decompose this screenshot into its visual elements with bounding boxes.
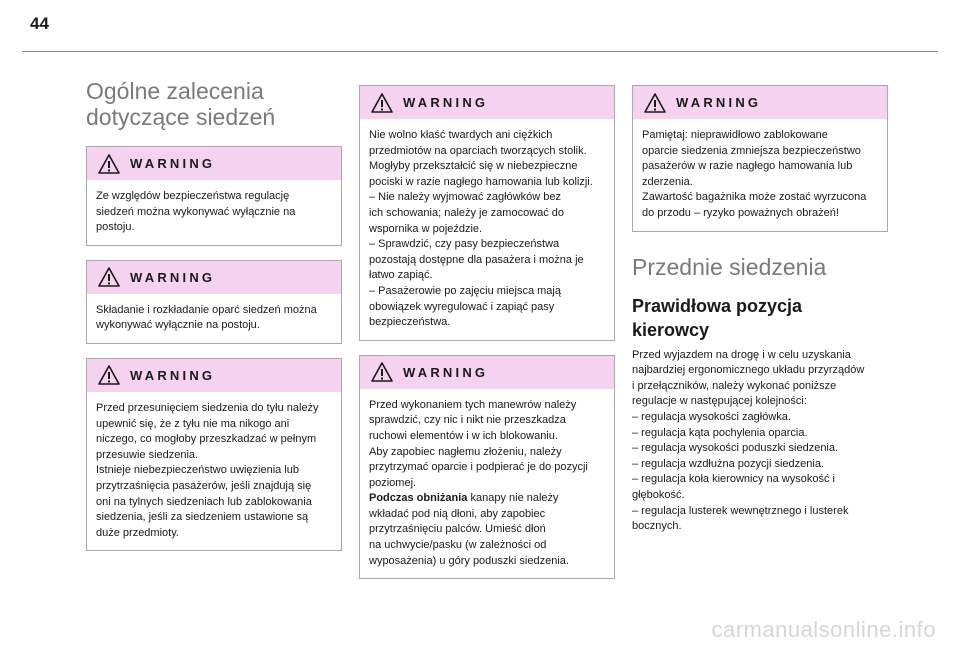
warning-box	[86, 260, 342, 344]
warning-label: WARNING	[130, 367, 216, 383]
text-line: postoju.	[96, 221, 135, 234]
bold-lead: Podczas obniżania	[369, 492, 468, 505]
warning-text	[87, 294, 341, 343]
text-line: Pamiętaj: nieprawidłowo zablokowane	[642, 129, 828, 141]
text-line: pociski w razie nagłego hamowania lub kolizji.	[369, 175, 593, 188]
column-2	[359, 85, 615, 593]
col1-warnings	[86, 146, 342, 551]
warning-box	[359, 355, 615, 580]
text-line: przytrzaśnięciu palców. Umieść dłoń	[369, 523, 546, 536]
text-line: – regulacja koła kierownicy na wysokość i	[632, 473, 835, 486]
warning-triangle-icon	[371, 362, 393, 382]
text-line: niczego, co mogłoby przeszkadzać w pełnym	[96, 433, 317, 446]
text-line: Zawartość bagażnika może zostać wyrzucona	[642, 191, 867, 204]
text-after-bold: kanapy nie należy	[467, 492, 559, 505]
text-line: na uchwycie/pasku (w zależności od	[369, 539, 547, 552]
warning-box	[86, 146, 342, 246]
warning-box	[359, 85, 615, 341]
warning-text	[87, 180, 341, 245]
text-line	[369, 491, 605, 507]
text-line: Ze względów bezpieczeństwa regulację	[96, 190, 290, 202]
text-line: Przed przesunięciem siedzenia do tyłu należy	[96, 401, 319, 414]
warning-triangle-icon	[644, 93, 666, 113]
text-line: oparcie siedzenia zmniejsza bezpieczeństwo	[642, 144, 861, 157]
warning-label: WARNING	[130, 269, 216, 285]
text-line: oni na tylnych siedzeniach lub zablokowania	[96, 495, 312, 508]
warning-triangle-icon	[98, 365, 120, 385]
text-line: przedmiotów na oparciach tworzących stolik.	[369, 144, 587, 157]
watermark: carmanualsonline.info	[711, 617, 936, 642]
text-line: pozostają dostępne dla pasażera i można je	[369, 253, 584, 266]
text-line: i przełączników, należy wykonać poniższe	[632, 379, 837, 392]
warning-label: WARNING	[403, 95, 489, 110]
text-line: przesuwie siedzenia.	[96, 448, 199, 461]
column-1	[86, 78, 342, 565]
text-line: do przodu – ryzyko poważnych obrażeń!	[642, 206, 839, 219]
warning-header	[87, 147, 341, 180]
text-line: głębokość.	[632, 488, 685, 501]
text-line: Istnieje niebezpieczeństwo uwięzienia lub	[96, 464, 300, 477]
text-line: – regulacja wysokości zagłówka.	[632, 410, 791, 423]
text-line: wspornika w pojeździe.	[369, 222, 483, 235]
text-line: Mogłyby przekształcić się w niebezpieczne	[369, 160, 578, 173]
text-line: – regulacja wysokości poduszki siedzenia.	[632, 442, 839, 455]
warning-text	[360, 119, 614, 340]
col2-warnings	[359, 85, 615, 579]
warning-triangle-icon	[371, 93, 393, 113]
text-line: – regulacja kąta pochylenia oparcia.	[632, 426, 808, 439]
text-line: – Nie należy wyjmować zagłówków bez	[369, 191, 561, 204]
text-line: pasażerów w razie nagłego hamowania lub	[642, 160, 853, 173]
warning-box	[86, 358, 342, 551]
warning-label: WARNING	[676, 95, 762, 110]
text-line: siedzenia, jeśli za siedzeniem ustawione są	[96, 511, 309, 524]
text-line: przytrzymać oparcie i podpierać je do pozycji	[369, 461, 588, 474]
warning-text	[87, 392, 341, 550]
text-line: ich schowania; należy je zamocować do	[369, 206, 565, 219]
column-3	[632, 85, 888, 535]
warning-header	[360, 356, 614, 389]
driver-position-text	[632, 348, 888, 535]
warning-header	[87, 359, 341, 392]
col3-warnings	[632, 85, 888, 232]
warning-label: WARNING	[130, 156, 216, 171]
text-line: obowiązek wyregulować i zapiąć pasy	[369, 300, 555, 313]
page-number: 44	[30, 14, 49, 33]
text-line: sprawdzić, czy nic i nikt nie przeszkadza	[369, 414, 566, 427]
text-line: bocznych.	[632, 520, 682, 533]
text-line: bezpieczeństwa.	[369, 316, 451, 329]
warning-header	[87, 261, 341, 294]
warning-header	[633, 86, 887, 119]
text-line: poziomej.	[369, 476, 417, 489]
text-line: ruchowi elementów i w ich blokowaniu.	[369, 429, 558, 442]
text-line: Składanie i rozkładanie oparć siedzeń można	[96, 303, 317, 316]
text-line: wyposażenia) u góry poduszki siedzenia.	[369, 554, 569, 567]
text-line: najbardziej ergonomicznego układu przyrządów	[632, 364, 865, 377]
text-line: upewnić się, że z tyłu nie ma nikogo ani	[96, 417, 290, 430]
text-line: przytrzaśnięcia pasażerów, jeśli znajdują się	[96, 479, 312, 492]
warning-triangle-icon	[98, 154, 120, 174]
text-line: regulacje w następującej kolejności:	[632, 395, 807, 408]
text-line: wkładać pod nią dłoni, aby zapobiec	[369, 507, 546, 520]
text-line: łatwo zapiąć.	[369, 269, 433, 282]
text-line: duże przedmioty.	[96, 526, 179, 539]
subtitle-driver-position: Prawidłowa pozycja kierowcy	[632, 295, 803, 340]
text-line: Przed wykonaniem tych manewrów należy	[369, 398, 577, 411]
warning-box	[632, 85, 888, 232]
text-line: wykonywać wyłącznie na postoju.	[96, 319, 260, 332]
text-line: Przed wyjazdem na drogę i w celu uzyskania	[632, 348, 851, 361]
top-divider	[22, 51, 938, 52]
text-line: zderzenia.	[642, 175, 693, 188]
text-line: siedzeń można wykonywać wyłącznie na	[96, 205, 296, 218]
section-title-general: Ogólne zalecenia dotyczące siedzeń	[86, 78, 276, 130]
warning-triangle-icon	[98, 267, 120, 287]
text-line: – regulacja lusterek wewnętrznego i lusterek	[632, 504, 849, 517]
text-line: – Pasażerowie po zajęciu miejsca mają	[369, 284, 561, 297]
text-line: Nie wolno kłaść twardych ani ciężkich	[369, 129, 553, 141]
warning-header	[360, 86, 614, 119]
section-title-front-seats: Przednie siedzenia	[632, 253, 827, 280]
warning-label: WARNING	[403, 364, 489, 380]
text-line: – regulacja wzdłużna pozycji siedzenia.	[632, 457, 824, 470]
text-line: – Sprawdzić, czy pasy bezpieczeństwa	[369, 238, 560, 251]
warning-text	[633, 119, 887, 231]
warning-text	[360, 389, 614, 579]
text-line: Aby zapobiec nagłemu złożeniu, należy	[369, 445, 562, 458]
